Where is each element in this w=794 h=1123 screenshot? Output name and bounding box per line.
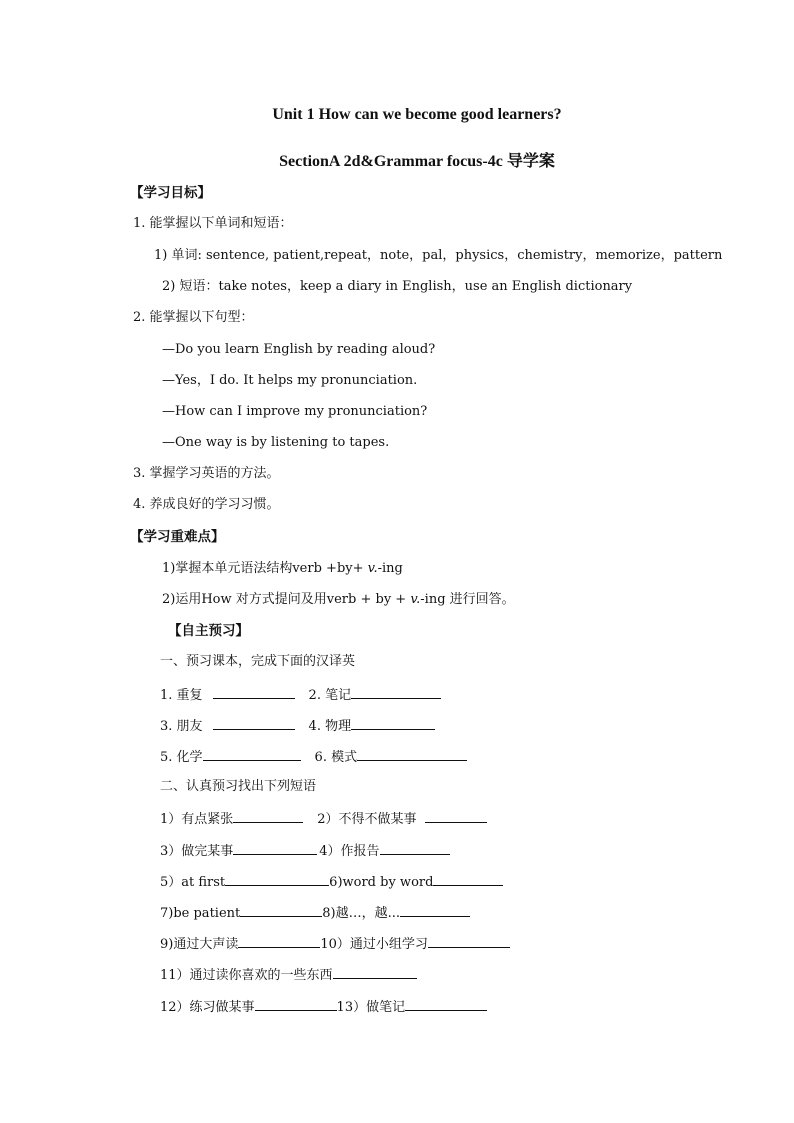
vocab-row-3 — [160, 748, 467, 766]
phrase-4-label: 4）作报告 — [319, 844, 380, 859]
key-point-2-v: v. — [410, 592, 421, 607]
phrase-row-4 — [160, 904, 470, 922]
key-point-2 — [162, 592, 515, 608]
phrase-2-label: 2）不得不做某事 — [317, 812, 417, 827]
objective-4: 4. 养成良好的学习习惯。 — [133, 497, 280, 512]
part-a-instruction: 一、预习课本，完成下面的汉译英 — [160, 654, 356, 669]
phrase-10-blank[interactable] — [428, 935, 510, 948]
phrase-1-blank[interactable] — [233, 810, 303, 823]
vocab-5-blank[interactable] — [203, 748, 301, 761]
phrase-11-blank[interactable] — [333, 966, 417, 979]
vocab-3-blank[interactable] — [213, 717, 295, 730]
phrase-6-blank[interactable] — [433, 873, 503, 886]
section-header-key-points: 【学习重难点】 — [130, 529, 225, 545]
key-point-2-ing: -ing 进行回答。 — [420, 592, 515, 607]
key-point-1-v: v. — [367, 561, 378, 576]
vocab-2-label: 2. 笔记 — [308, 688, 352, 703]
phrase-8-blank[interactable] — [400, 904, 470, 917]
objective-1-phrases: 2) 短语：take notes，keep a diary in English，use an English dictionary — [162, 279, 633, 294]
phrase-6-label: 6)word by word — [329, 875, 434, 890]
vocab-2-blank[interactable] — [351, 686, 441, 699]
vocab-row-1 — [160, 686, 441, 704]
sentence-pattern-3: —How can I improve my pronunciation? — [162, 404, 428, 419]
objective-2: 2. 能掌握以下句型： — [133, 310, 254, 325]
phrase-3-label: 3）做完某事 — [160, 844, 234, 859]
objective-1: 1. 能掌握以下单词和短语： — [133, 216, 293, 231]
phrase-1-label: 1）有点紧张 — [160, 812, 234, 827]
vocab-6-label: 6. 模式 — [314, 750, 358, 765]
phrase-3-blank[interactable] — [233, 842, 317, 855]
phrase-5-blank[interactable] — [225, 873, 329, 886]
phrase-11-label: 11）通过读你喜欢的一些东西 — [160, 968, 333, 983]
phrase-4-blank[interactable] — [380, 842, 450, 855]
doc-title: Unit 1 How can we become good learners? — [272, 106, 562, 123]
phrase-7-blank[interactable] — [240, 904, 322, 917]
vocab-1-label: 1. 重复 — [160, 688, 203, 703]
vocab-row-2 — [160, 717, 435, 735]
phrase-row-7 — [160, 998, 487, 1016]
phrase-7-label: 7)be patient — [160, 906, 241, 921]
phrase-5-label: 5）at first — [160, 875, 226, 890]
section-header-preview: 【自主预习】 — [168, 623, 249, 639]
vocab-1-blank[interactable] — [213, 686, 295, 699]
phrase-row-5 — [160, 935, 510, 953]
doc-subtitle: SectionA 2d&Grammar focus-4c 导学案 — [279, 153, 555, 170]
phrase-row-3 — [160, 873, 503, 891]
key-point-1 — [162, 561, 403, 577]
key-point-2-text: 2)运用How 对方式提问及用verb + by + — [162, 592, 411, 607]
phrase-row-1 — [160, 810, 487, 828]
phrase-12-blank[interactable] — [255, 998, 337, 1011]
vocab-4-blank[interactable] — [351, 717, 435, 730]
vocab-4-label: 4. 物理 — [308, 719, 352, 734]
part-b-instruction: 二、认真预习找出下列短语 — [160, 779, 317, 794]
phrase-9-label: 9)通过大声读 — [160, 937, 239, 952]
vocab-5-label: 5. 化学 — [160, 750, 203, 765]
objective-1-words: 1) 单词: sentence, patient,repeat，note，pal，physics，chemistry，memorize，pattern — [154, 248, 723, 263]
section-header-objectives: 【学习目标】 — [130, 185, 211, 201]
vocab-3-label: 3. 朋友 — [160, 719, 203, 734]
sentence-pattern-1: —Do you learn English by reading aloud? — [162, 342, 436, 357]
key-point-1-text: 1)掌握本单元语法结构verb +by+ — [162, 561, 368, 576]
phrase-2-blank[interactable] — [425, 810, 487, 823]
phrase-row-2 — [160, 842, 450, 860]
phrase-row-6 — [160, 966, 417, 984]
phrase-13-label: 13）做笔记 — [336, 1000, 406, 1015]
vocab-6-blank[interactable] — [357, 748, 467, 761]
phrase-10-label: 10）通过小组学习 — [320, 937, 428, 952]
objective-3: 3. 掌握学习英语的方法。 — [133, 466, 280, 481]
phrase-9-blank[interactable] — [238, 935, 320, 948]
phrase-12-label: 12）练习做某事 — [160, 1000, 255, 1015]
sentence-pattern-2: —Yes，I do. It helps my pronunciation. — [162, 373, 418, 388]
sentence-pattern-4: —One way is by listening to tapes. — [162, 435, 390, 450]
phrase-13-blank[interactable] — [405, 998, 487, 1011]
phrase-8-label: 8)越…，越... — [322, 906, 400, 921]
key-point-1-ing: -ing — [377, 561, 403, 576]
